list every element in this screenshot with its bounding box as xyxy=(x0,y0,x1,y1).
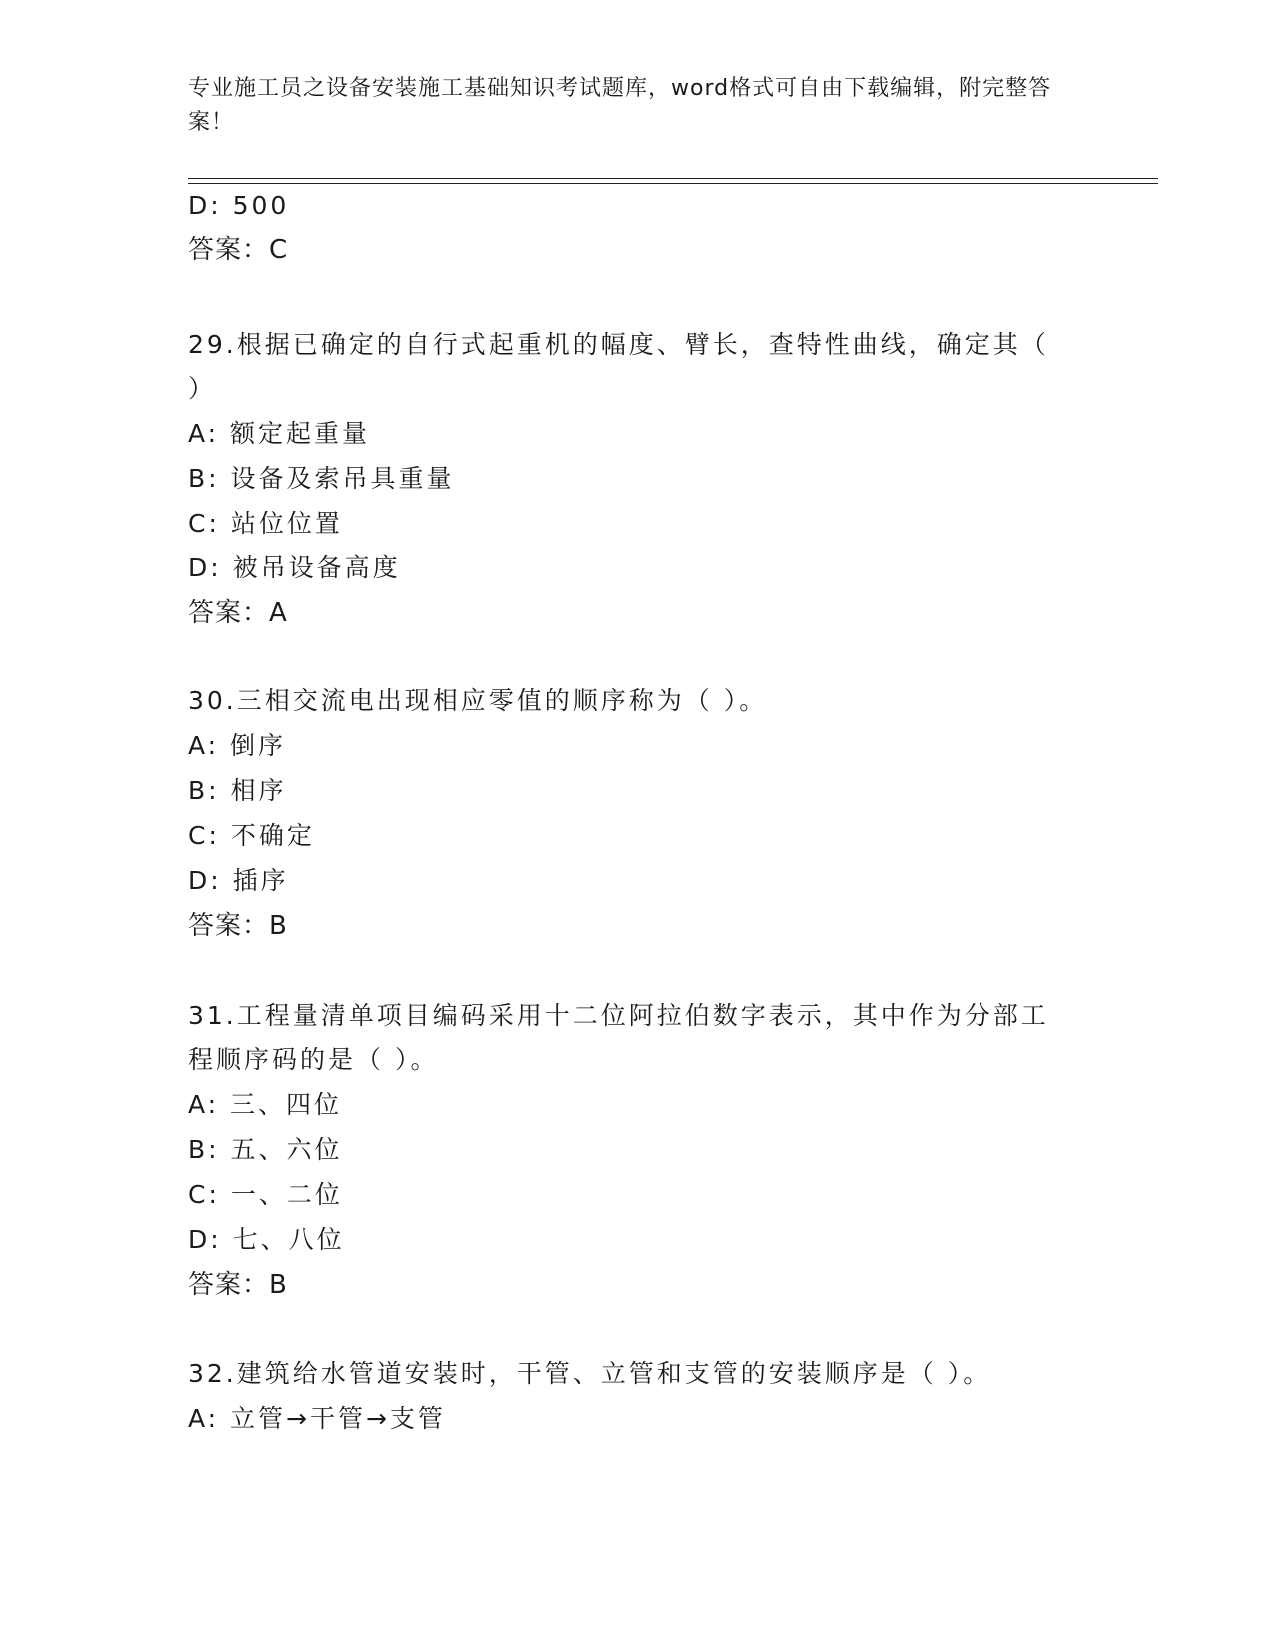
q30-stem: 30.三相交流电出现相应零值的顺序称为（ ）。 xyxy=(188,686,768,715)
q30-option-c: C: 不确定 xyxy=(188,821,315,850)
header-rule-top xyxy=(188,178,1158,179)
q31-option-d: D: 七、八位 xyxy=(188,1225,345,1254)
q31-stem: 31.工程量清单项目编码采用十二位阿拉伯数字表示，其中作为分部工 xyxy=(188,1001,1049,1030)
q31-option-a: A: 三、四位 xyxy=(188,1090,343,1119)
q31-answer: 答案：B xyxy=(188,1270,288,1300)
q30-answer: 答案：B xyxy=(188,911,288,941)
q29-stem-cont: ） xyxy=(188,374,217,403)
q30-option-d: D: 插序 xyxy=(188,866,289,895)
q32-option-a: A: 立管→干管→支管 xyxy=(188,1404,446,1433)
q29-option-d: D: 被吊设备高度 xyxy=(188,553,401,582)
q29-stem: 29.根据已确定的自行式起重机的幅度、臂长，查特性曲线，确定其（ xyxy=(188,330,1049,359)
q29-option-c: C: 站位位置 xyxy=(188,509,343,538)
q28-answer: 答案：C xyxy=(188,235,289,265)
header-rule-bottom xyxy=(188,183,1158,184)
document-header: 专业施工员之设备安装施工基础知识考试题库，word格式可自由下载编辑，附完整答案！ xyxy=(188,76,1052,135)
q32-stem: 32.建筑给水管道安装时，干管、立管和支管的安装顺序是（ ）。 xyxy=(188,1359,992,1388)
q29-option-a: A: 额定起重量 xyxy=(188,419,371,448)
q31-option-b: B: 五、六位 xyxy=(188,1135,343,1164)
q28-option-d: D: 500 xyxy=(188,191,290,220)
q30-option-b: B: 相序 xyxy=(188,776,287,805)
q29-option-b: B: 设备及索吊具重量 xyxy=(188,464,455,493)
q30-option-a: A: 倒序 xyxy=(188,731,287,760)
q29-answer: 答案：A xyxy=(188,598,288,628)
q31-stem-cont: 程顺序码的是（ ）。 xyxy=(188,1045,439,1074)
q31-option-c: C: 一、二位 xyxy=(188,1180,343,1209)
